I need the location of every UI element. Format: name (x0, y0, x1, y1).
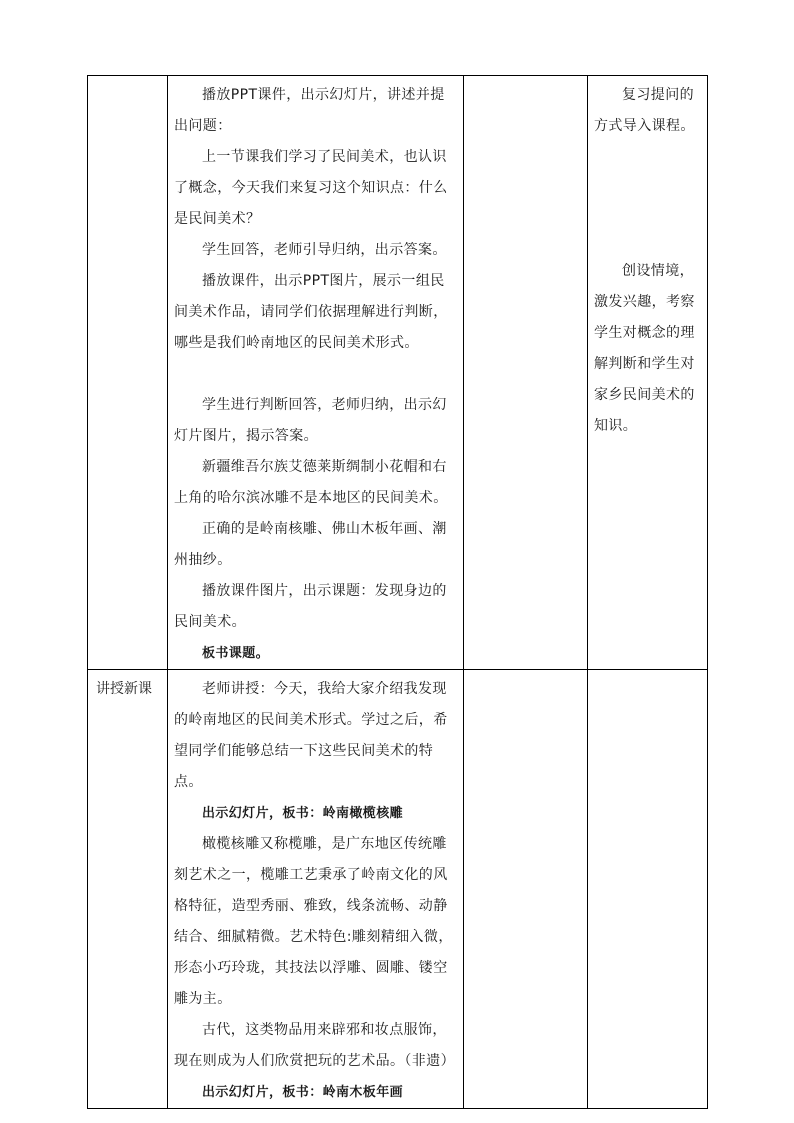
student-activity-text (464, 670, 587, 674)
table-row (88, 76, 708, 670)
teacher-activity-cell (168, 670, 464, 1109)
teacher-paragraph: 老师讲授：今天，我给大家介绍我发现的岭南地区的民间美术形式。学过之后，希望同学们能够总结一下这些民间美术的特点。 (174, 681, 448, 790)
board-title: 板书课题。 (202, 646, 270, 661)
design-intent-text: 复习提问的方式导入课程。 (594, 87, 695, 134)
stage-cell (88, 670, 168, 1109)
teacher-paragraph: 橄榄核雕又称榄雕，是广东地区传统雕刻艺术之一，榄雕工艺秉承了岭南文化的风格特征，造型秀丽、雅致，线条流畅、动静结合、细腻精微。艺术特色:雕刻精细入微，形态小巧玲珑，其技法以浮雕、圆雕、镂空雕为主。 (174, 836, 453, 1007)
teacher-paragraph: 学生进行判断回答，老师归纳，出示幻灯片图片，揭示答案。 (174, 397, 447, 444)
design-intent-text: 创设情境，激发兴趣，考察学生对概念的理解判断和学生对家乡民间美术的知识。 (594, 263, 695, 434)
table-row (88, 670, 708, 1109)
lesson-plan-table (87, 75, 708, 1109)
teacher-paragraph: 新疆维吾尔族艾德莱斯绸制小花帽和右上角的哈尔滨冰雕不是本地区的民间美术。 (174, 459, 448, 506)
design-intent-cell (588, 670, 708, 1109)
stage-cell (88, 76, 168, 670)
board-heading: 出示幻灯片，板书：岭南木板年画 (202, 1085, 404, 1100)
stage-label: 讲授新课 (96, 681, 152, 697)
teacher-paragraph: 播放课件，出示PPT图片，展示一组民间美术作品，请同学们依据理解进行判断，哪些是我们岭南地区的民间美术形式。 (174, 273, 448, 351)
student-activity-text (464, 76, 587, 80)
stage-label (88, 76, 167, 80)
teacher-paragraph: 学生回答，老师引导归纳，出示答案。 (202, 242, 447, 258)
teacher-paragraph: 古代，这类物品用来辟邪和妆点服饰，现在则成为人们欣赏把玩的艺术品。（非遗） (174, 1022, 455, 1069)
teacher-paragraph: 上一节课我们学习了民间美术，也认识了概念，今天我们来复习这个知识点：什么是民间美术？ (174, 149, 448, 227)
teacher-paragraph: 正确的是岭南核雕、佛山木板年画、潮州抽纱。 (174, 521, 447, 568)
board-heading: 出示幻灯片，板书：岭南橄榄核雕 (202, 806, 404, 821)
student-activity-cell (464, 670, 588, 1109)
teacher-paragraph: 播放课件图片，出示课题：发现身边的民间美术。 (174, 583, 447, 630)
teacher-activity-cell (168, 76, 464, 670)
design-intent-cell (588, 76, 708, 670)
teacher-paragraph: 播放PPT课件，出示幻灯片，讲述并提出问题： (174, 87, 445, 134)
student-activity-cell (464, 76, 588, 670)
